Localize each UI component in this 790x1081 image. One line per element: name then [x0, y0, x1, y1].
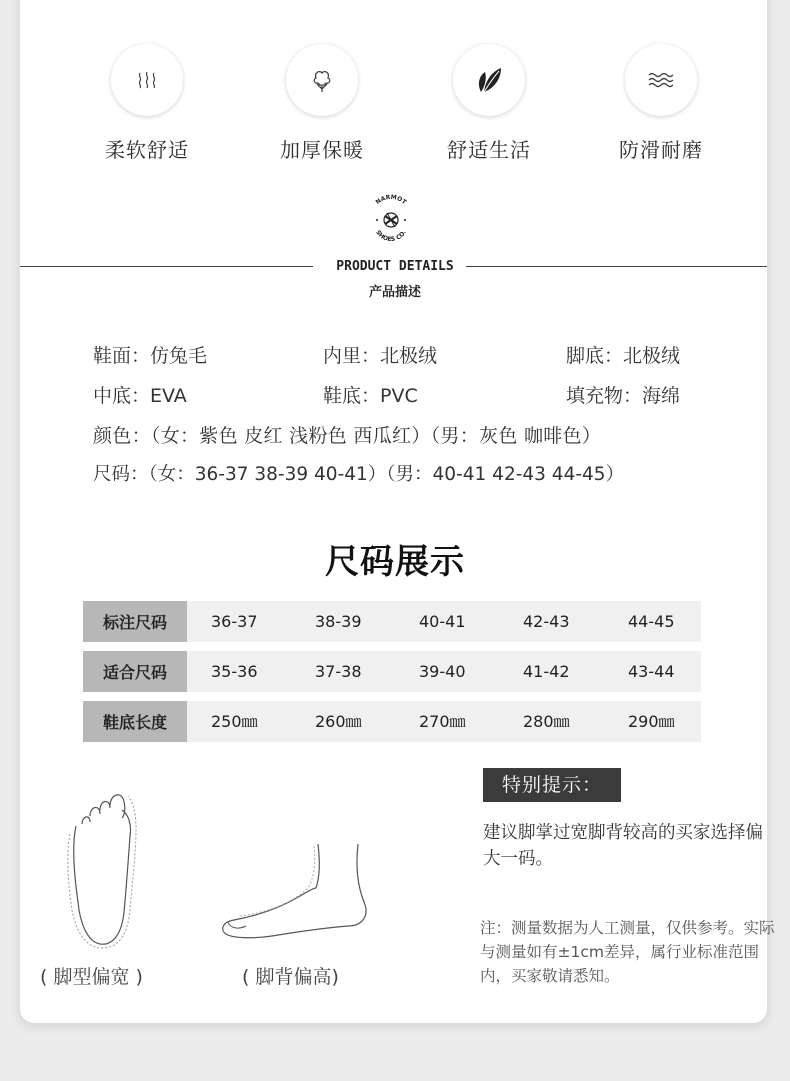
- brand-logo: [362, 194, 420, 246]
- foot-label-high: ( 脚背偏高): [242, 966, 339, 988]
- table-cell: 36-37: [211, 612, 258, 631]
- measurement-note: 注：测量数据为人工测量，仅供参考。实际与测量如有±1cm差异，属行业标准范围内，买家敬请悉知。: [480, 919, 775, 985]
- logo-bottom-text: SHOES CO.: [374, 229, 408, 244]
- size-section-title: 尺码展示: [325, 542, 465, 582]
- table-cell: 35-36: [211, 662, 258, 681]
- spec-footbed: 脚底：北极绒: [566, 345, 681, 367]
- feature-warm: [247, 44, 397, 163]
- row-header: 鞋底长度: [83, 701, 187, 742]
- spec-sole: 鞋底：PVC: [323, 385, 418, 407]
- table-cell: 41-42: [523, 662, 570, 681]
- svg-text:NARMOT: [375, 194, 409, 207]
- feature-label: 防滑耐磨: [619, 138, 703, 162]
- table-cell: 260㎜: [315, 712, 362, 731]
- feature-label: 加厚保暖: [280, 138, 364, 162]
- spec-upper: 鞋面：仿兔毛: [93, 345, 208, 367]
- spec-filling: 填充物：海绵: [566, 385, 681, 407]
- table-cell: 44-45: [628, 612, 675, 631]
- special-tip-title: 特别提示：: [483, 768, 621, 802]
- spec-lining: 内里：北极绒: [323, 345, 438, 367]
- wave-lines-icon: [625, 44, 697, 116]
- table-cell: 290㎜: [628, 712, 675, 731]
- table-row: [83, 651, 701, 692]
- row-header: 适合尺码: [83, 651, 187, 692]
- cotton-flower-icon: [286, 44, 358, 116]
- special-tip-text: 建议脚掌过宽脚背较高的买家选择偏大一码。: [483, 823, 763, 869]
- spec-colors: 颜色：（女：紫色 皮红 浅粉色 西瓜红）（男：灰色 咖啡色）: [93, 425, 602, 447]
- table-cell: 42-43: [523, 612, 570, 631]
- spec-midsole: 中底：EVA: [93, 385, 187, 407]
- feature-antislip: [586, 44, 736, 163]
- table-row: [83, 601, 701, 642]
- table-cell: 38-39: [315, 612, 362, 631]
- row-header: 标注尺码: [83, 601, 187, 642]
- table-cell: 39-40: [419, 662, 466, 681]
- table-cell: 280㎜: [523, 712, 570, 731]
- table-cell: 43-44: [628, 662, 675, 681]
- table-cell: 40-41: [419, 612, 466, 631]
- wide-foot-illustration: [62, 784, 142, 949]
- foot-label-wide: ( 脚型偏宽 ): [40, 966, 143, 988]
- product-details-subtitle: 产品描述: [368, 285, 421, 300]
- logo-top-text: NARMOT: [374, 194, 408, 206]
- feature-soft: [72, 44, 222, 163]
- steam-lines-icon: [111, 44, 183, 116]
- feature-comfort: [414, 44, 564, 163]
- leaf-icon: [453, 44, 525, 116]
- svg-text:SHOES CO.: [374, 229, 408, 243]
- table-row: [83, 701, 701, 742]
- high-instep-foot-illustration: [216, 842, 374, 946]
- table-cell: 250㎜: [211, 712, 258, 731]
- spec-sizes: 尺码：（女：36-37 38-39 40-41）（男：40-41 42-43 44-45）: [93, 464, 625, 485]
- product-details-title: PRODUCT DETAILS: [336, 259, 454, 274]
- feature-label: 柔软舒适: [105, 138, 189, 162]
- feature-label: 舒适生活: [447, 138, 531, 162]
- table-cell: 37-38: [315, 662, 362, 681]
- table-cell: 270㎜: [419, 712, 466, 731]
